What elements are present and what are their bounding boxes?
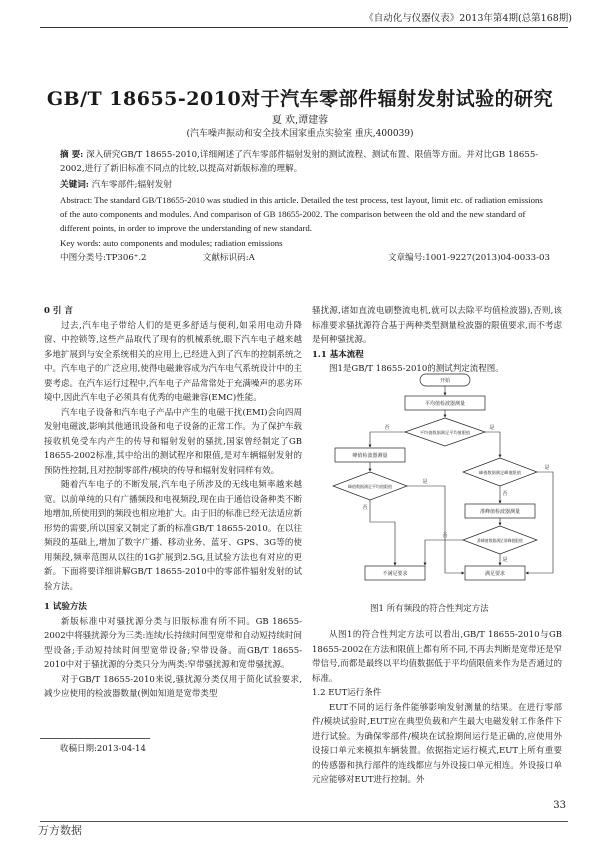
- paragraph: 骚扰源,诸如直流电刷整流电机,就可以去除平均值检波器),否则,该标准要求骚扰源符合基于两种类型测量检波器的限值要求,而不考虑是何种骚扰源。: [312, 306, 562, 345]
- section-0-heading: 0 引 言: [44, 306, 73, 316]
- paragraph: 新版标准中对骚扰源分类与旧版标准有所不同。GB 18655-2002中将骚扰源分为三类:连续/长持续时间型宽带和自动短持续时间型设备;手动短持续时间型宽带设备;窄带设备。而GB/T 18655-2010中对于骚扰源的分类只分为两类:窄带骚扰源和宽带骚扰源。: [44, 616, 302, 670]
- keywords-en-text: auto components and modules; radiation emissions: [103, 238, 283, 248]
- abstract-cn: [60, 148, 550, 176]
- no-label: 否: [502, 491, 508, 497]
- authors: 夏 欢,谭建蓉: [271, 115, 329, 126]
- clc-number: 中图分类号:TP306⁺.2: [60, 253, 147, 263]
- received-date: 收稿日期:2013-04-14: [60, 744, 146, 754]
- classification: [60, 251, 550, 263]
- node-label: 不满足要求: [382, 571, 408, 577]
- subsection-1-2: 1.2 EUT运行条件: [312, 688, 382, 698]
- abstract-en: [60, 193, 550, 235]
- page-number: 33: [553, 800, 566, 811]
- keywords-en-label: Key words:: [60, 238, 101, 248]
- keywords-en: [60, 236, 550, 250]
- footnote-rule: [40, 738, 150, 739]
- node-label: 峰值检波器测量: [352, 453, 388, 459]
- yes-label: 是: [489, 425, 495, 431]
- node-label: 满足要求: [484, 571, 506, 577]
- abstract-en-label: Abstract:: [60, 195, 93, 205]
- yes-label: 是: [502, 557, 508, 563]
- doc-code: 文献标识码:A: [202, 253, 255, 263]
- left-column: [44, 304, 302, 702]
- yes-label: 是: [544, 465, 550, 471]
- no-label: 否: [362, 505, 368, 511]
- node-label: 峰值数据满足平均值限值: [348, 484, 392, 489]
- figure-caption: 图1 所有频段的符合性判定方法: [370, 604, 489, 614]
- yes-label: 是: [422, 479, 428, 485]
- keywords-cn: [60, 178, 550, 192]
- right-column-top: [312, 304, 562, 377]
- paragraph: 随着汽车电子的不断发展,汽车电子所涉及的无线电频率越来越宽。以前单纯的只有广播频段和电视频段,现在由于通信设备种类不断地增加,所使用到的频段也相应地扩大。由于旧的标准已经无法适应新形势的需要,所以国家又制定了新的标准GB/T 18655-2010。在以往频段的基础上,增加了数字广播、移动业务、蓝牙、GPS、3G等的使用频段,频率范围从以往的1G扩展到2.5G,且试验方法也有对应的更新。下面将要详细讲解GB/T 18655-2010中的零部件辐射发射的试验方法。: [44, 480, 302, 592]
- paragraph: 汽车电子设备和汽车电子产品中产生的电磁干扰(EMI)会向四周发射电磁波,影响其他通讯设备和电子设备的正常工作。为了保护车载接收机免受车内产生的传导和辐射发射的骚扰,国家曾经制定了GB 18655-2002标准,其中给出的测试程序和限值,是对车辆辐射发射的预防性控制,且对控制零部件/模块的传导和辐射发射同样有效。: [44, 407, 302, 476]
- no-label: 否: [442, 533, 448, 539]
- paragraph: 从图1的符合性判定方法可以看出,GB/T 18655-2010与GB 18655-2002在方法和限值上都有所不同,不再去判断是宽带还是窄带信号,而都是最终以平均值数据低于平均值限值来作为是否通过的标准。: [312, 630, 562, 684]
- node-label: 平均值检波器测量: [424, 401, 466, 407]
- node-label: 峰值数据满足峰值限值: [479, 470, 521, 475]
- section-1-heading: 1 试验方法: [44, 602, 87, 612]
- abstract-cn-label: 摘 要:: [60, 150, 84, 160]
- footer-rule: [40, 821, 568, 822]
- node-label: 开始: [439, 378, 451, 384]
- right-column-bottom: [312, 628, 562, 788]
- paragraph: EUT不同的运行条件能够影响发射测量的结果。在进行零部件/模块试验时,EUT应在典型负载和产生最大电磁发射工作条件下进行试验。为确保零部件/模块在试验期间运行是正确的,应使用外设接口单元来模拟车辆装置。依据指定运行模式,EUT上所有重要的传感器和执行部件的连线都应与外设接口单元相连。外设接口单元应能够对EUT进行控制。外: [312, 702, 562, 785]
- affiliation: (汽车噪声振动和安全技术国家重点实验室 重庆,400039): [186, 129, 414, 139]
- keywords-cn-text: 汽车零部件;辐射发射: [91, 180, 172, 190]
- paragraph: 对于GB/T 18655-2010来说,骚扰源分类仅用于简化试验要求,减少应使用的检波器数量(例如知道是宽带类型: [44, 674, 302, 699]
- journal-header: 《自动化与仪器仪表》2013年第4期(总第168期): [364, 13, 572, 24]
- abstract-cn-text: 深入研究GB/T 18655-2010,详细阐述了汽车零部件辐射发射的测试流程、测试布置、限值等方面。并对比GB 18655-2002,进行了新旧标准不同点的比较,以提高对新版标准的理解。: [60, 150, 539, 174]
- watermark: 万方数据: [38, 824, 82, 837]
- no-label: 否: [384, 425, 390, 431]
- paragraph: 过去,汽车电子带给人们的是更多舒适与便利,如采用电动升降窗、中控锁等,这些产品取代了现有的机械系统,眼下汽车电子越来越多地扩展到与安全系统相关的应用上,已经进入到了汽车的控制系统之中。汽车电子的广泛应用,使得电磁兼容成为汽车电气系统设计中的主要考虑。在汽车运行过程中,汽车电子产品常常处于充满噪声的恶劣环境中,因此汽车电子必须具有优秀的电磁兼容(EMC)性能。: [44, 320, 302, 403]
- subsection-1-1: 1.1 基本流程: [312, 349, 364, 360]
- paper-title: GB/T 18655-2010对于汽车零部件辐射发射试验的研究: [46, 88, 554, 110]
- node-label: 准峰值检波器测量: [479, 509, 521, 515]
- abstract-en-text: The standard GB/T18655-2010 was studied in this article. Detailed the test process, test layout, limit etc. of radiation emissions of the auto components and modules. And comparison of GB 18655-2002. The comparison between the old and the new standard of different points, in order to improve the understanding of new standard.: [60, 195, 543, 233]
- node-label: 平均值数据满足平均值限值: [419, 430, 471, 435]
- paragraph: 图1是GB/T 18655-2010的测试判定流程图。: [329, 364, 504, 374]
- article-number: 文章编号:1001-9227(2013)04-0033-03: [387, 253, 550, 263]
- keywords-cn-label: 关键词:: [60, 180, 89, 190]
- header-rule: [40, 27, 568, 28]
- node-label: 准峰值数据满足准峰值限值: [477, 538, 523, 543]
- compliance-flowchart: [325, 372, 565, 598]
